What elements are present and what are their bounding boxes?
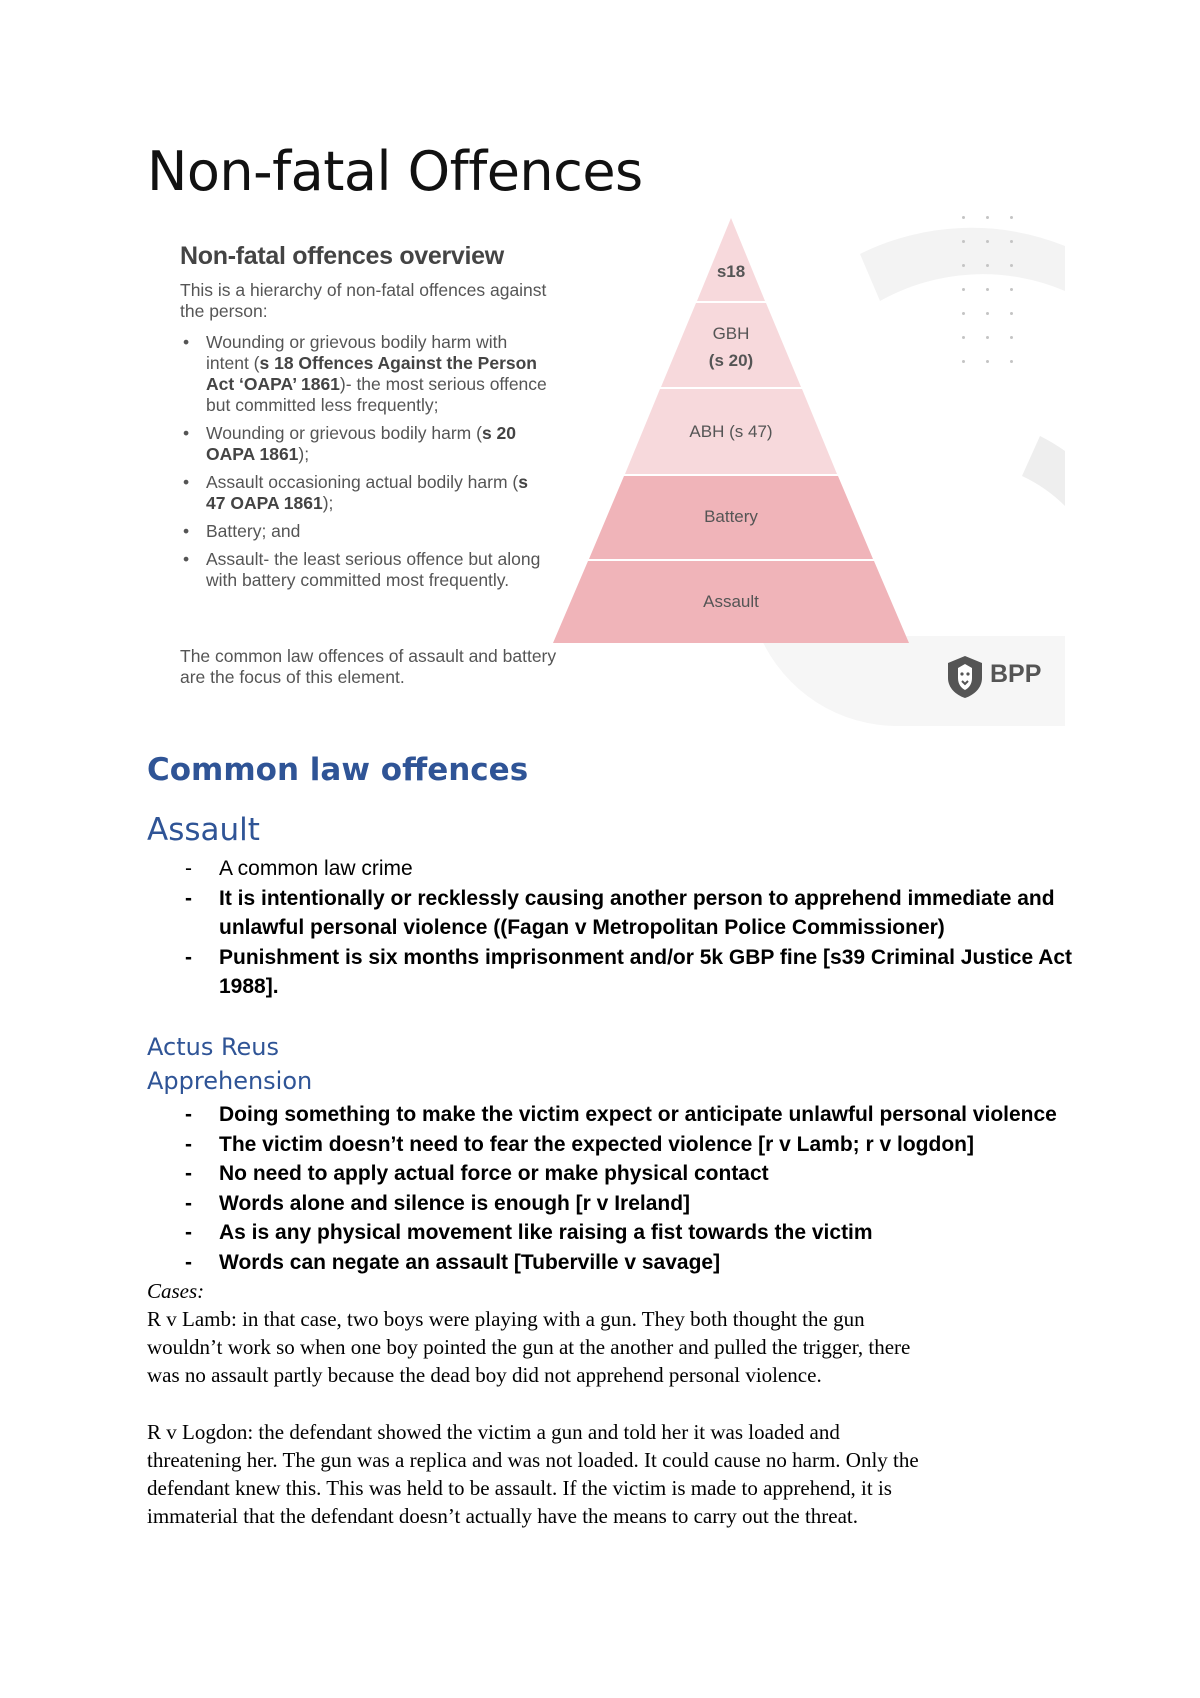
slide-bullet: • Battery; and [183,521,301,541]
heading-common-law-offences: Common law offences [147,752,529,788]
slide-intro: This is a hierarchy of non-fatal offences against the person: [180,280,547,321]
list-item-continuation: 1988]. [219,975,279,998]
document-title: Non-fatal Offences [147,140,643,203]
assault-points-list [147,854,1147,1002]
cases-label: Cases: [147,1279,205,1303]
list-item: - A common law crime [185,857,413,880]
slide-note: The common law offences of assault and battery are the focus of this element. [180,646,557,687]
heading-apprehension: Apprehension [147,1067,313,1095]
list-item: - The victim doesn’t need to fear the expected violence [r v Lamb; r v logdon] [185,1132,974,1156]
bpp-logo-text: BPP [990,660,1042,688]
slide-title: Non-fatal offences overview [180,242,504,270]
slide-bullet-list [180,332,550,598]
heading-assault: Assault [147,812,260,848]
list-item: - It is intentionally or recklessly causing another person to apprehend immediate and [185,886,1055,910]
list-item: - No need to apply actual force or make physical contact [185,1162,769,1185]
slide-bullet: • Wounding or grievous bodily harm with intent (s 18 Offences Against the Person Act ‘OAPA’ 1861)- the most serious offence but committed less frequently; [183,332,547,415]
list-item: - Doing something to make the victim expect or anticipate unlawful personal violence [185,1103,1057,1126]
list-item: - Punishment is six months imprisonment and/or 5k GBP fine [s39 Criminal Justice Act [185,945,1073,969]
pyramid-label-battery: Battery [704,507,758,526]
slide-bullet: • Assault- the least serious offence but along with battery committed most frequently. [183,549,541,590]
case-logdon-paragraph: R v Logdon: the defendant showed the victim a gun and told her it was loaded and threatening her. The gun was a replica and was not loaded. It could cause no harm. Only the defendant knew this. This was held to be assault. If the victim is made to apprehend, it is immaterial that the defendant doesn’t actually have the means to carry out the threat. [147,1420,919,1528]
apprehension-points-list [147,1100,1147,1277]
slide-bullet: • Wounding or grievous bodily harm (s 20 OAPA 1861); [183,423,516,464]
list-item-continuation: unlawful personal violence ((Fagan v Metropolitan Police Commissioner) [219,916,945,939]
bpp-lion-icon [944,654,986,700]
pyramid-label-assault: Assault [703,592,759,611]
pyramid-label-s20: (s 20) [708,351,754,370]
pyramid-label-s18: s18 [716,262,746,281]
heading-actus-reus: Actus Reus [147,1033,280,1061]
slide-image [160,206,1065,726]
pyramid-label-gbh: GBH [712,324,750,343]
pyramid-label-abh: ABH (s 47) [689,422,773,441]
case-lamb-paragraph: R v Lamb: in that case, two boys were playing with a gun. They both thought the gun wouldn’t work so when one boy pointed the gun at the another and pulled the trigger, there was no assault partly because the dead boy did not apprehend personal violence. [147,1307,911,1387]
list-item: - Words alone and silence is enough [r v Ireland] [185,1191,691,1215]
slide-bullet: • Assault occasioning actual bodily harm (s 47 OAPA 1861); [183,472,528,513]
list-item: - As is any physical movement like raising a fist towards the victim [185,1221,873,1244]
list-item: - Words can negate an assault [Tuberville v savage] [185,1250,721,1274]
